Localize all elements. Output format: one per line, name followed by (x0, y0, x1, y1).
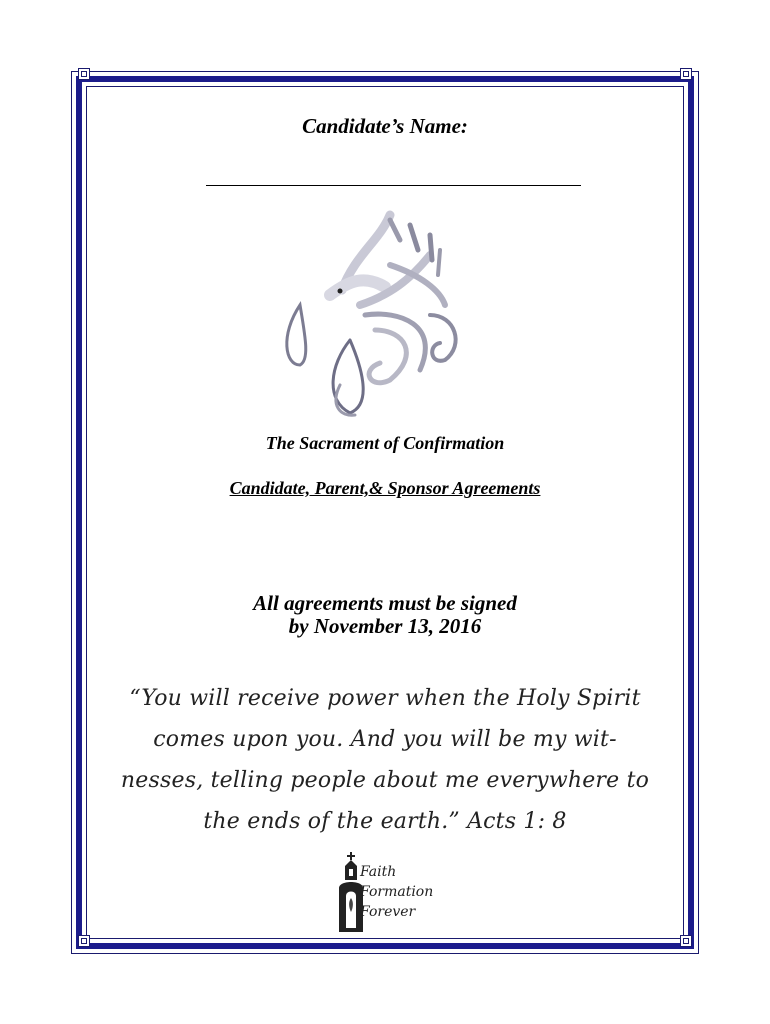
deadline-line-2: by November 13, 2016 (288, 614, 482, 638)
quote-line-4: the ends of the earth.” Acts 1: 8 (203, 809, 567, 834)
candidate-name-label: Candidate’s Name: (302, 114, 468, 138)
quote-line-1: “You will receive power when the Holy Spirit (129, 686, 641, 711)
faith-formation-logo (360, 862, 433, 922)
logo-line-1: Faith (360, 864, 397, 880)
deadline-notice (0, 592, 770, 638)
holy-spirit-dove-icon (270, 195, 490, 425)
agreements-title: Candidate, Parent,& Sponsor Agreements (229, 478, 541, 498)
border-corner-bottom-right (680, 935, 692, 947)
sacrament-title: The Sacrament of Confirmation (265, 433, 505, 453)
border-corner-top-right (680, 68, 692, 80)
logo-line-2: Formation (360, 884, 434, 900)
candidate-name-line[interactable] (206, 185, 581, 186)
quote-line-2: comes upon you. And you will be my wit- (153, 727, 617, 752)
quote-line-3: nesses, telling people about me everywhere to (120, 768, 650, 793)
border-corner-bottom-left (78, 935, 90, 947)
scripture-quote (110, 678, 660, 842)
border-corner-top-left (78, 68, 90, 80)
logo-line-3: Forever (360, 904, 416, 920)
deadline-line-1: All agreements must be signed (253, 591, 517, 615)
